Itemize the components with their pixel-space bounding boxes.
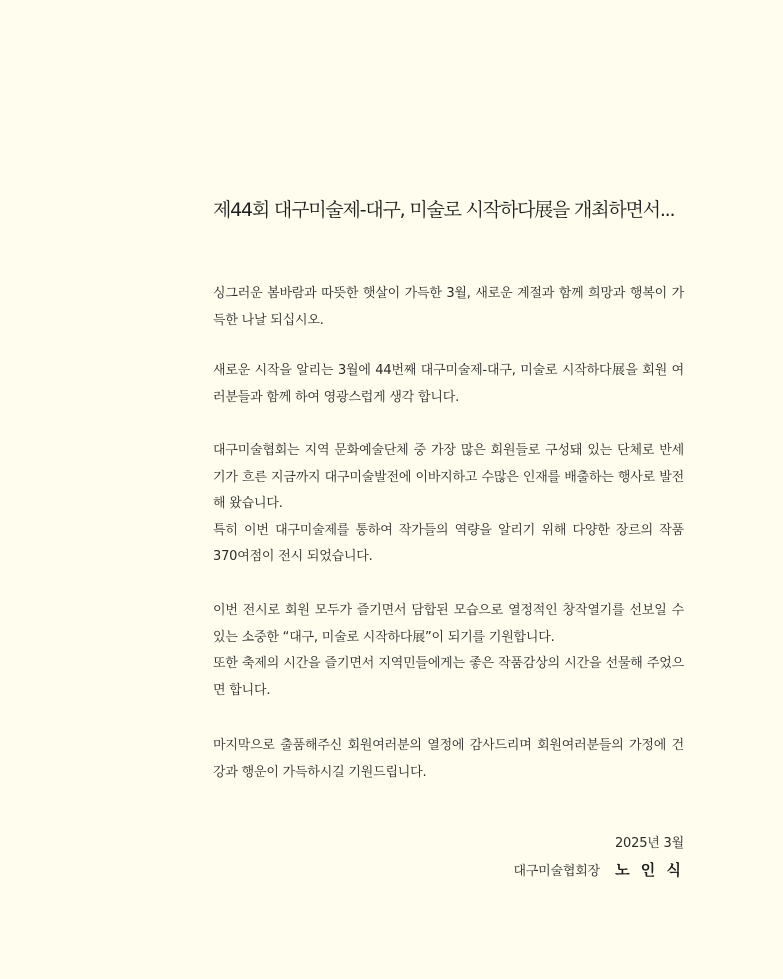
paragraph-line: 또한 축제의 시간을 즐기면서 지역민들에게는 좋은 작품감상의 시간을 선물해 주었으면 합니다. [213, 656, 684, 698]
paragraph-line: 대구미술협회는 지역 문화예술단체 중 가장 많은 회원들로 구성돼 있는 단체로 반세기가 흐른 지금까지 대구미술발전에 이바지하고 수많은 인재를 배출하는 행사로 발전해 왔습니다. [213, 443, 684, 511]
paragraph-line: 특히 이번 대구미술제를 통하여 작가들의 역량을 알리기 위해 다양한 장르의 작품 370여점이 전시 되었습니다. [213, 522, 684, 564]
paragraph-line: 마지막으로 출품해주신 회원여러분의 열정에 감사드리며 회원여러분들의 가정에 건강과 행운이 가득하시길 기원드립니다. [213, 738, 684, 780]
paragraph-closing [213, 733, 684, 786]
paragraph-line: 싱그러운 봄바람과 따뜻한 햇살이 가득한 3월, 새로운 계절과 함께 희망과 행복이 가득한 나날 되십시오. [213, 286, 684, 328]
signature [513, 857, 684, 885]
paragraph-line: 새로운 시작을 알리는 3월에 44번째 대구미술제-대구, 미술로 시작하다展을 회원 여러분들과 함께 하여 영광스럽게 생각 합니다. [213, 363, 684, 405]
paragraph-wishes [213, 598, 684, 704]
paragraph-line: 이번 전시로 회원 모두가 즐기면서 담합된 모습으로 열정적인 창작열기를 선보일 수 있는 소중한 “대구, 미술로 시작하다展”이 되기를 기원합니다. [213, 603, 684, 645]
letter-date: 2025년 3월 [614, 836, 684, 851]
signature-name: 노 인 식 [615, 861, 684, 879]
letter-title: 제44회 대구미술제-대구, 미술로 시작하다展을 개최하면서... [213, 199, 675, 221]
signature-organization: 대구미술협회장 [513, 864, 600, 879]
paragraph-greeting [213, 281, 684, 334]
paragraph-association [213, 438, 684, 571]
paragraph-introduction [213, 358, 684, 411]
